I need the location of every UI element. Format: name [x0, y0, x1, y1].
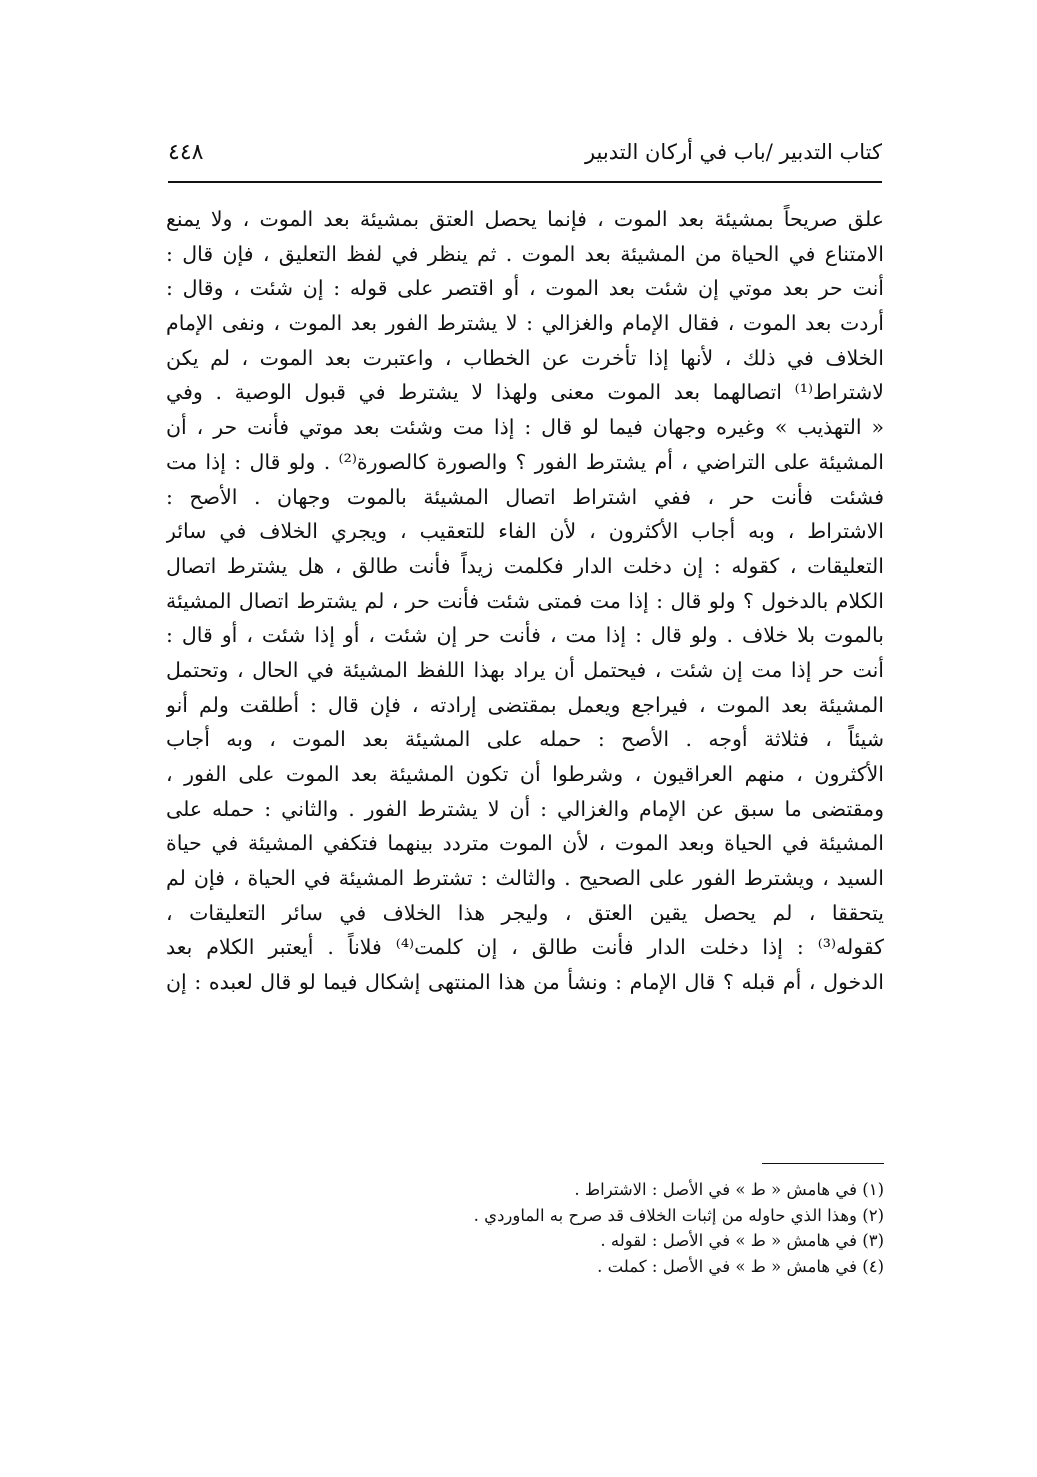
text-line: السيد ، ويشترط الفور على الصحيح . والثالث : تشترط المشيئة في الحياة ، فإن لم — [166, 866, 884, 891]
text-line: الدخول ، أم قبله ؟ قال الإمام : ونشأ من هذا المنتهى إشكال فيما لو قال لعبده : إن — [166, 970, 884, 995]
text-line: الكلام بالدخول ؟ ولو قال : إذا مت فمتى شئت فأنت حر ، لم يشترط اتصال المشيئة — [166, 588, 884, 613]
text-line: المشيئة بعد الموت ، فيراجع ويعمل بمقتضى إرادته ، فإن قال : أطلقت ولم أنو — [166, 692, 884, 717]
main-text — [166, 202, 884, 1162]
text-line: يتحققا ، لم يحصل يقين العتق ، وليجر هذا الخلاف في سائر التعليقات ، — [166, 900, 884, 925]
footnote-rule — [762, 1163, 884, 1164]
text-line: فشئت فأنت حر ، ففي اشتراط اتصال المشيئة بالموت وجهان . الأصح : — [166, 484, 884, 509]
text-line: بالموت بلا خلاف . ولو قال : إذا مت ، فأنت حر إن شئت ، أو إذا شئت ، أو قال : — [166, 623, 884, 648]
text-line: كقوله⁽³⁾ : إذا دخلت الدار فأنت طالق ، إن كلمت⁽⁴⁾ فلاناً . أيعتبر الكلام بعد — [166, 935, 884, 960]
footnote: (٢) وهذا الذي حاوله من إثبات الخلاف قد صرح به الماوردي . — [473, 1205, 884, 1225]
text-line: علق صريحاً بمشيئة بعد الموت ، فإنما يحصل العتق بمشيئة بعد الموت ، ولا يمنع — [166, 207, 884, 231]
footnote: (٤) في هامش « ط » في الأصل : كملت . — [597, 1256, 884, 1276]
text-line: المشيئة في الحياة وبعد الموت ، لأن الموت متردد بينهما فتكفي المشيئة في حياة — [166, 831, 884, 856]
text-line: أردت بعد الموت ، فقال الإمام والغزالي : لا يشترط الفور بعد الموت ، ونفى الإمام — [166, 311, 884, 336]
text-line: الأكثرون ، منهم العراقيون ، وشرطوا أن تكون المشيئة بعد الموت على الفور ، — [166, 762, 884, 786]
running-header — [168, 138, 882, 178]
text-line: الاشتراط ، وبه أجاب الأكثرون ، لأن الفاء للتعقيب ، ويجري الخلاف في سائر — [166, 519, 884, 544]
text-line: الخلاف في ذلك ، لأنها إذا تأخرت عن الخطاب ، واعتبرت بعد الموت ، لم يكن — [166, 345, 884, 370]
text-line: الامتناع في الحياة من المشيئة بعد الموت . ثم ينظر في لفظ التعليق ، فإن قال : — [166, 241, 884, 266]
text-line: لاشتراط⁽¹⁾ اتصالهما بعد الموت معنى ولهذا لا يشترط في قبول الوصية . وفي — [166, 380, 884, 405]
text-line: التعليقات ، كقوله : إن دخلت الدار فكلمت زيداً فأنت طالق ، هل يشترط اتصال — [166, 553, 884, 578]
text-line: « التهذيب » وغيره وجهان فيما لو قال : إذا مت وشئت بعد موتي فأنت حر ، أن — [166, 415, 884, 440]
header-title: كتاب التدبير /باب في أركان التدبير — [584, 140, 882, 164]
text-line: شيئاً ، فثلاثة أوجه . الأصح : حمله على المشيئة بعد الموت ، وبه أجاب — [166, 727, 884, 752]
text-line: أنت حر إذا مت إن شئت ، فيحتمل أن يراد بهذا اللفظ المشيئة في الحال ، وتحتمل — [166, 657, 884, 682]
text-line: ومقتضى ما سبق عن الإمام والغزالي : أن لا يشترط الفور . والثاني : حمله على — [166, 796, 884, 821]
footnotes — [300, 1177, 884, 1279]
header-rule — [168, 181, 882, 183]
footnote: (١) في هامش « ط » في الأصل : الاشتراط . — [574, 1180, 884, 1199]
text-line: المشيئة على التراضي ، أم يشترط الفور ؟ والصورة كالصورة⁽²⁾ . ولو قال : إذا مت — [166, 449, 884, 474]
page-number: ٤٤٨ — [168, 140, 204, 165]
footnote: (٣) في هامش « ط » في الأصل : لقوله . — [600, 1231, 884, 1250]
text-line: أنت حر بعد موتي إن شئت بعد الموت ، أو اقتصر على قوله : إن شئت ، وقال : — [166, 276, 884, 301]
